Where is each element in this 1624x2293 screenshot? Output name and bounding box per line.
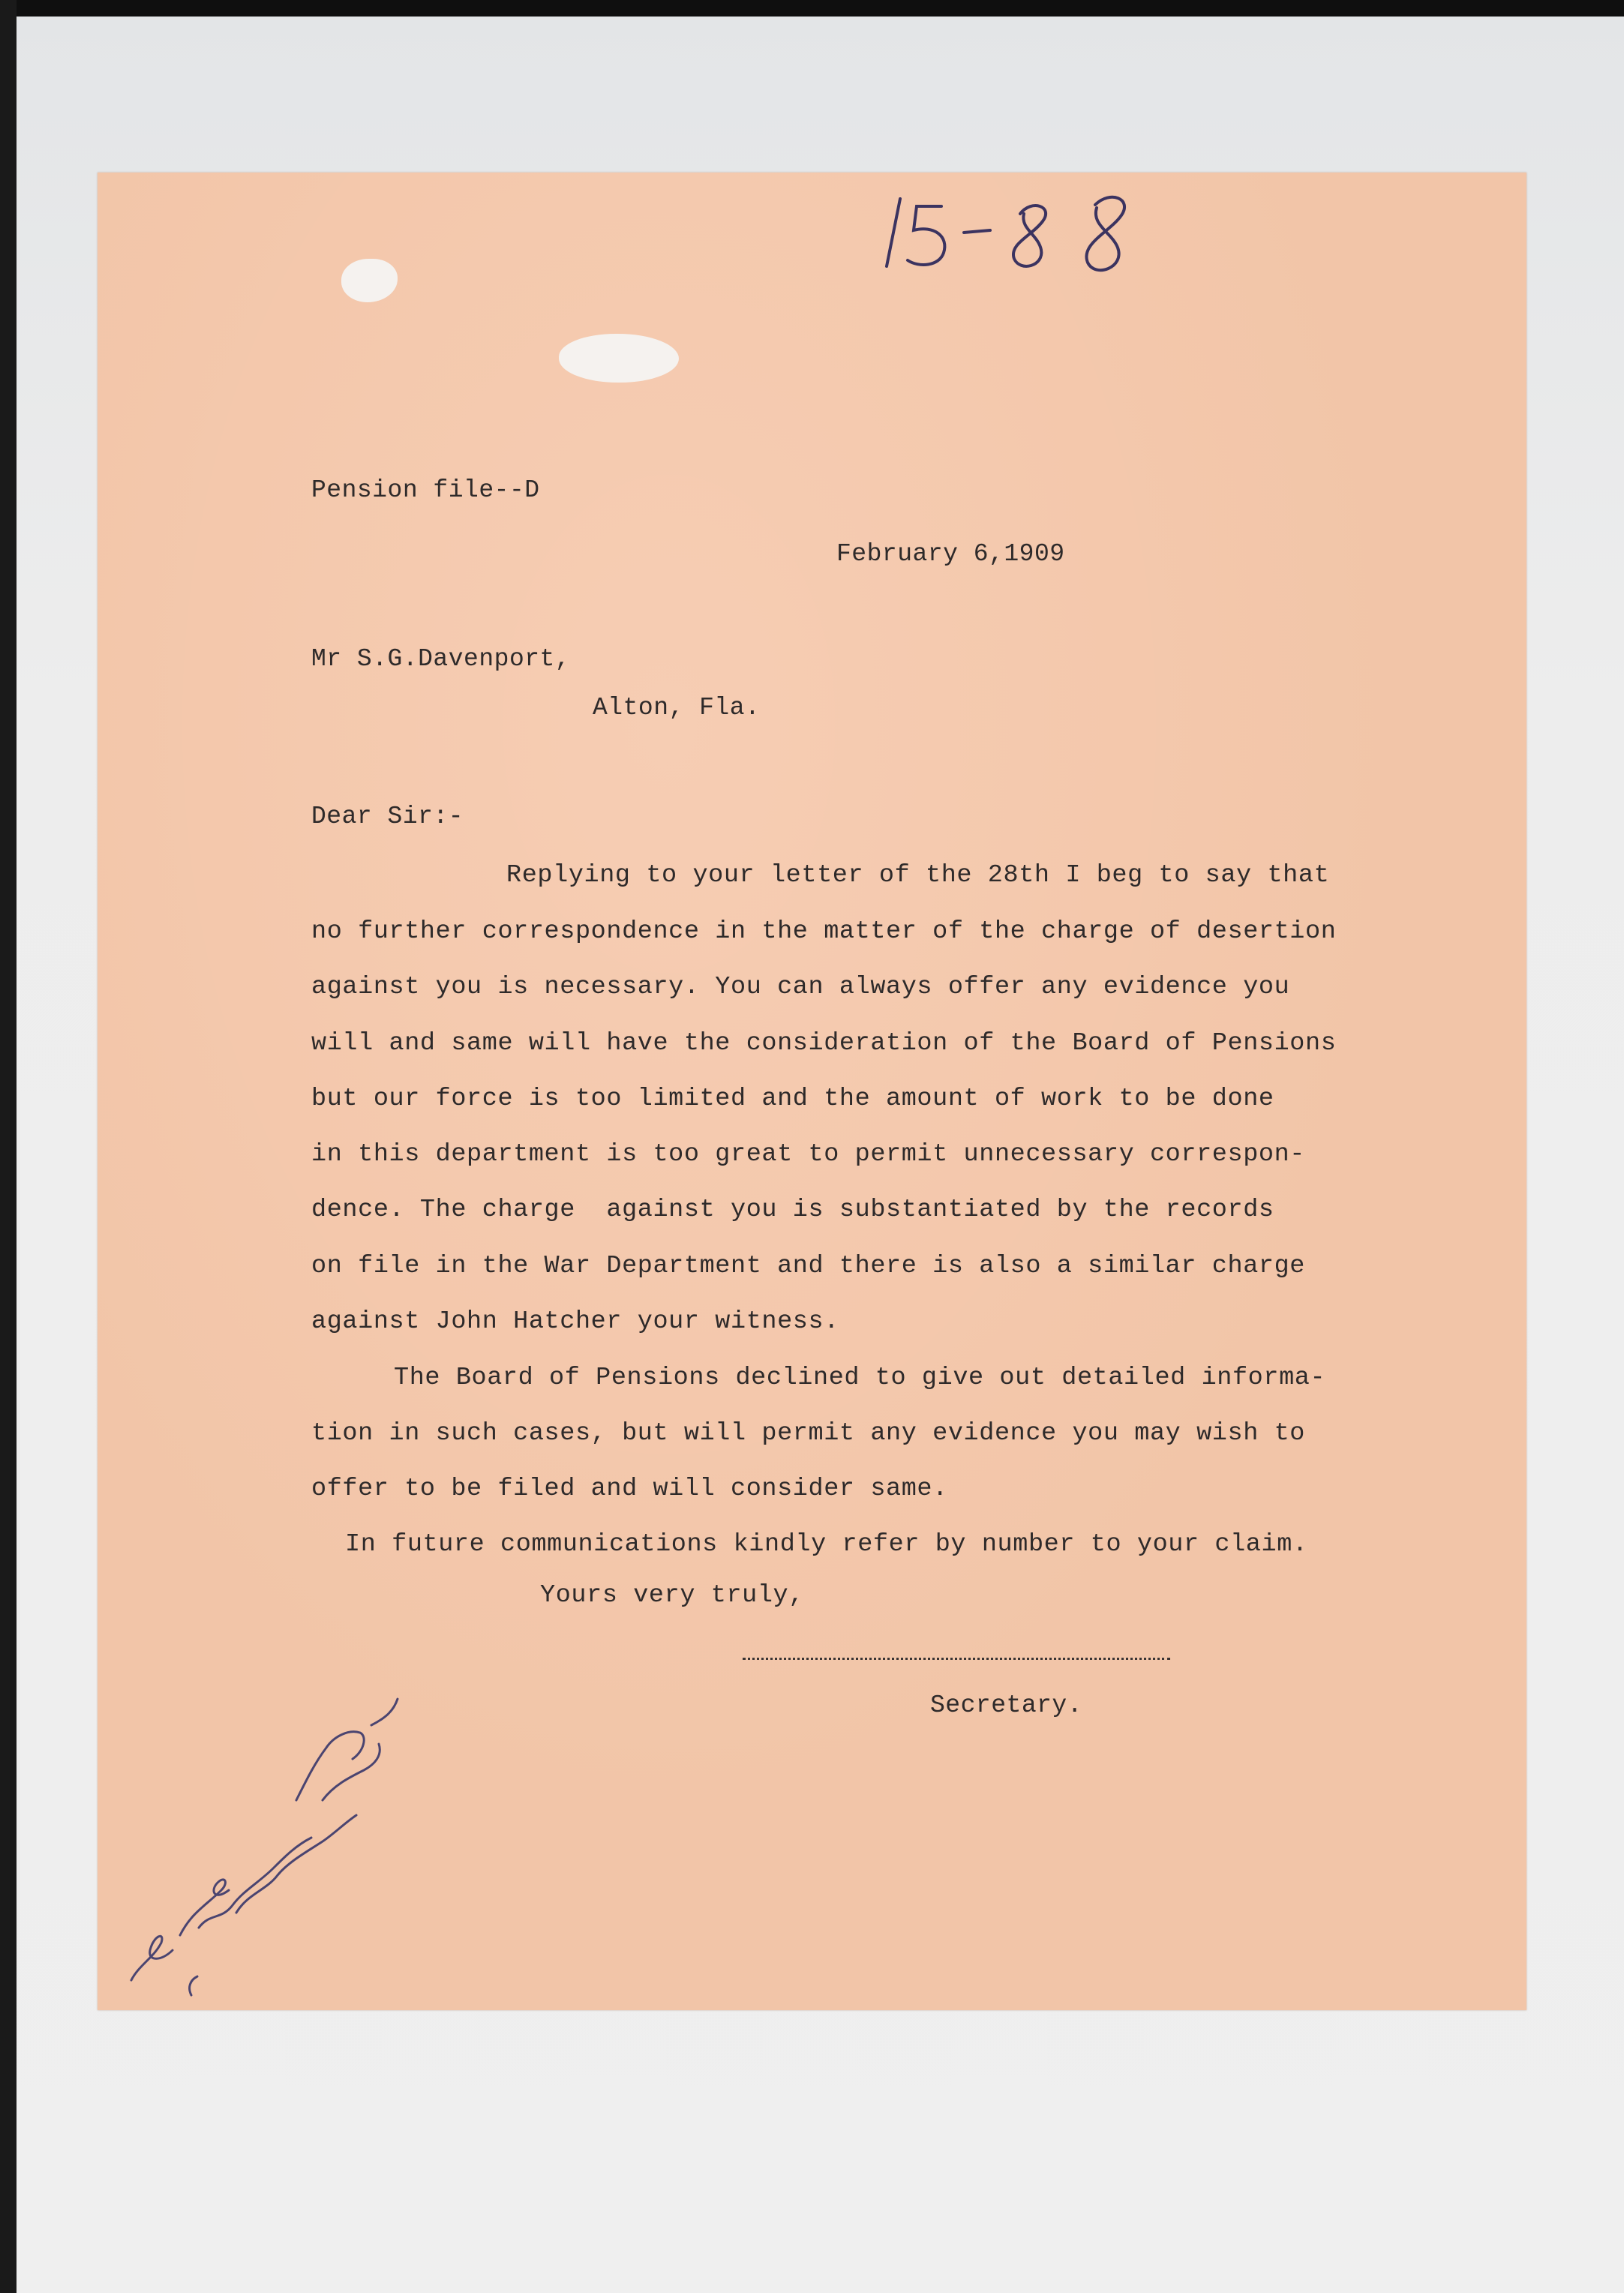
signature-line	[743, 1658, 1170, 1660]
body-line: no further correspondence in the matter of the charge of desertion	[311, 917, 1337, 946]
scan-top-border	[0, 0, 1624, 17]
body-line: against you is necessary. You can always offer any evidence you	[311, 973, 1290, 1001]
scan-left-border	[0, 0, 17, 2293]
file-reference: Pension file--D	[311, 476, 540, 504]
body-line: dence. The charge against you is substantiated by the records	[311, 1196, 1274, 1224]
svg-text:15-88: 15-88	[870, 184, 873, 185]
body-line: on file in the War Department and there is also a similar charge	[311, 1252, 1306, 1280]
punch-hole	[341, 259, 398, 302]
svg-text:letter from ... Hood: letter from ... Hood	[109, 1665, 119, 1666]
body-line: will and same will have the consideration of the Board of Pensions	[311, 1029, 1337, 1058]
recipient-place: Alton, Fla.	[593, 694, 761, 722]
recipient-name: Mr S.G.Davenport,	[311, 645, 571, 673]
body-line: Replying to your letter of the 28th I beg to say that	[506, 861, 1330, 890]
handwritten-annotation	[109, 1665, 424, 2010]
body-line: The Board of Pensions declined to give out detailed informa-	[394, 1364, 1326, 1392]
body-line: but our force is too limited and the amount of work to be done	[311, 1085, 1274, 1113]
salutation: Dear Sir:-	[311, 803, 464, 830]
letter-date: February 6,1909	[836, 540, 1065, 568]
handwritten-file-number	[870, 184, 1230, 289]
letter-sheet	[98, 173, 1526, 2010]
body-line: tion in such cases, but will permit any evidence you may wish to	[311, 1419, 1306, 1448]
body-line: offer to be filed and will consider same.	[311, 1475, 948, 1503]
body-line: in this department is too great to permit unnecessary correspon-	[311, 1140, 1306, 1169]
body-line: against John Hatcher your witness.	[311, 1307, 839, 1336]
signature-title: Secretary.	[930, 1691, 1083, 1719]
body-line: In future communications kindly refer by number to your claim.	[345, 1530, 1308, 1559]
closing: Yours very truly,	[540, 1581, 804, 1610]
punch-hole	[559, 334, 679, 383]
